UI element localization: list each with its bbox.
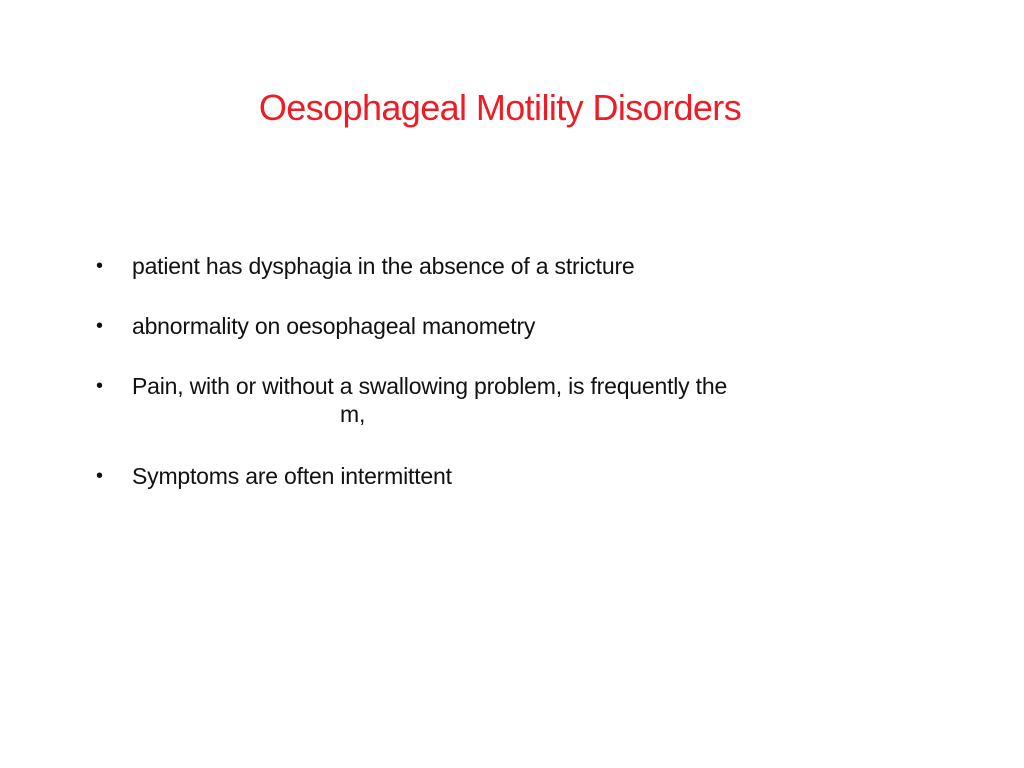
list-item <box>96 308 916 344</box>
bullet-dot-icon: • <box>96 465 103 487</box>
bullet-dot-icon: • <box>96 375 103 397</box>
list-item <box>96 368 916 440</box>
continuation-fragment: m, <box>340 401 366 427</box>
bullet-text: abnormality on oesophageal manometry <box>132 313 536 339</box>
bullet-dot-icon: • <box>96 255 103 277</box>
list-item <box>96 248 916 284</box>
bullet-text: Pain, with or without a swallowing problem, is frequently the <box>132 373 728 399</box>
bullet-text: Symptoms are often intermittent <box>132 463 452 489</box>
bullet-text: patient has dysphagia in the absence of a stricture <box>132 253 635 279</box>
bullet-list <box>96 248 916 518</box>
bullet-text-continuation <box>132 401 916 440</box>
bullet-dot-icon: • <box>96 315 103 337</box>
list-item <box>96 458 916 494</box>
slide-title: Oesophageal Motility Disorders <box>258 87 742 128</box>
